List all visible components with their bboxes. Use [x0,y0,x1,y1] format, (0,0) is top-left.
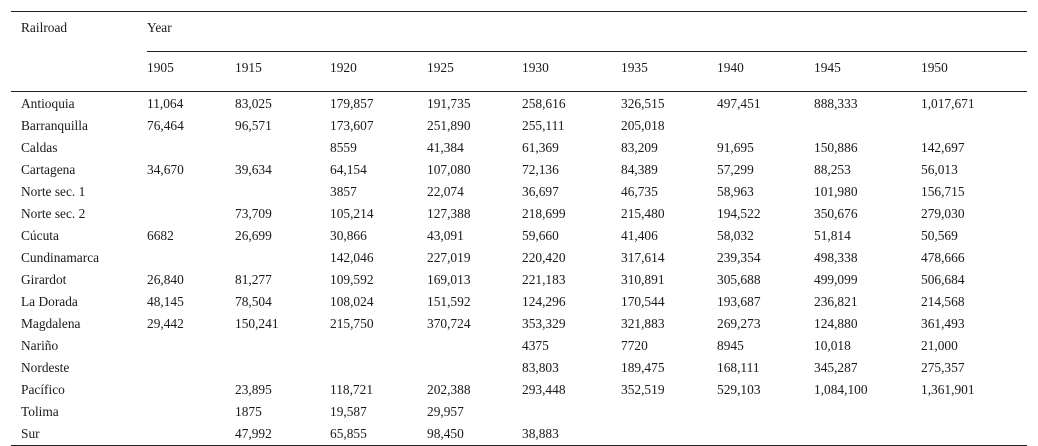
table-cell: 108,024 [330,294,374,309]
table-cell: 98,450 [427,423,522,446]
table-cell: 8945 [717,338,744,353]
table-cell: 310,891 [621,272,665,287]
table-cell: 150,241 [235,316,279,331]
table-cell: 321,883 [621,316,665,331]
table-row [11,137,1027,159]
year-column-header: 1945 [814,52,921,92]
table-row [11,269,1027,291]
table-cell: 11,064 [147,96,184,111]
table-cell: 6682 [147,228,174,243]
table-cell: 29,957 [427,404,464,419]
table-cell: 107,080 [427,162,471,177]
table-cell: 19,587 [330,404,367,419]
table-body [11,92,1027,446]
table-cell [235,247,330,269]
railroad-name: Nordeste [21,360,70,375]
railroad-table [11,11,1027,446]
table-cell: 142,697 [921,140,965,155]
table-cell: 127,388 [427,206,471,221]
table-cell: 269,273 [717,316,761,331]
year-header-label: Year [147,20,172,35]
year-column-header: 1920 [330,52,427,92]
table-cell: 48,145 [147,294,184,309]
table-row [11,291,1027,313]
table-row [11,357,1027,379]
table-cell: 81,277 [235,272,272,287]
table-cell [330,335,427,357]
table-cell: 38,883 [522,423,621,446]
railroad-name: Nariño [21,338,59,353]
table-cell: 361,493 [921,316,965,331]
table-cell: 65,855 [330,423,427,446]
railroad-name: Barranquilla [21,118,88,133]
year-column-header: 1915 [235,52,330,92]
table-cell: 57,299 [717,162,754,177]
year-column-header: 1935 [621,52,717,92]
table-cell: 124,296 [522,294,566,309]
table-cell: 101,980 [814,184,858,199]
table-cell: 214,568 [921,294,965,309]
table-cell: 10,018 [814,338,851,353]
railroad-name: Caldas [21,140,58,155]
year-column-header: 1925 [427,52,522,92]
table-cell: 21,000 [921,338,958,353]
table-cell: 215,480 [621,206,665,221]
table-cell: 43,091 [427,228,464,243]
table-cell: 888,333 [814,96,858,111]
table-cell: 215,750 [330,316,374,331]
table-cell: 345,287 [814,360,858,375]
table-cell [147,137,235,159]
table-cell [235,181,330,203]
table-cell: 109,592 [330,272,374,287]
table-cell: 61,369 [522,140,559,155]
railroad-name: Tolima [21,404,59,419]
table-cell: 50,569 [921,228,958,243]
table-cell: 84,389 [621,162,658,177]
table-cell: 220,420 [522,250,566,265]
table-row [11,313,1027,335]
table-cell [330,357,427,379]
table-cell: 118,721 [330,382,374,397]
table-cell: 39,634 [235,162,272,177]
railroad-name: Sur [11,423,147,446]
railroad-name: Norte sec. 2 [21,206,86,221]
table-cell: 51,814 [814,228,851,243]
empty-header-cell [11,52,147,92]
table-cell [717,115,814,137]
railroad-name: Girardot [21,272,67,287]
table-cell: 317,614 [621,250,665,265]
table-cell: 498,338 [814,250,858,265]
table-cell: 1875 [235,404,262,419]
table-cell: 191,735 [427,96,471,111]
table-cell: 30,866 [330,228,367,243]
table-cell: 88,253 [814,162,851,177]
table-cell: 1,361,901 [921,382,975,397]
table-cell: 239,354 [717,250,761,265]
table-cell: 83,025 [235,96,272,111]
table-row [11,181,1027,203]
table-cell [147,335,235,357]
table-cell: 41,406 [621,228,658,243]
table-cell: 156,715 [921,184,965,199]
table-cell [921,115,1027,137]
table-cell: 58,032 [717,228,754,243]
table-cell: 124,880 [814,316,858,331]
table-cell: 293,448 [522,382,566,397]
table-cell: 7720 [621,338,648,353]
table-cell: 34,670 [147,162,184,177]
table-cell [717,423,814,446]
table-cell: 227,019 [427,250,471,265]
table-cell: 76,464 [147,118,184,133]
table-cell: 529,103 [717,382,761,397]
table-cell: 59,660 [522,228,559,243]
table-row [11,401,1027,423]
table-cell [147,401,235,423]
railroad-name: Pacífico [21,382,65,397]
table-cell: 58,963 [717,184,754,199]
table-cell: 275,357 [921,360,965,375]
table-cell: 64,154 [330,162,367,177]
table-row [11,379,1027,401]
table-cell [147,357,235,379]
table-cell [147,379,235,401]
table-cell: 221,183 [522,272,566,287]
table-cell: 150,886 [814,140,858,155]
railroad-name: La Dorada [21,294,78,309]
table-cell: 194,522 [717,206,761,221]
table-cell: 41,384 [427,140,464,155]
year-column-header: 1905 [147,52,235,92]
table-row [11,159,1027,181]
table-cell: 218,699 [522,206,566,221]
table-cell [147,203,235,225]
table-cell: 91,695 [717,140,754,155]
table-cell [235,335,330,357]
table-cell: 1,017,671 [921,96,975,111]
table-cell [621,401,717,423]
table-cell [427,357,522,379]
table-cell: 36,697 [522,184,559,199]
table-cell [814,401,921,423]
table-cell: 105,214 [330,206,374,221]
table-cell: 179,857 [330,96,374,111]
table-cell: 4375 [522,338,549,353]
year-column-header: 1940 [717,52,814,92]
table-cell [921,401,1027,423]
table-cell [621,423,717,446]
table-cell: 46,735 [621,184,658,199]
table-cell: 205,018 [621,118,665,133]
table-cell: 173,607 [330,118,374,133]
table-cell [147,181,235,203]
table-cell: 353,329 [522,316,566,331]
table-cell: 142,046 [330,250,374,265]
table-row [11,335,1027,357]
table-row [11,115,1027,137]
table-cell: 255,111 [522,118,565,133]
table-cell: 56,013 [921,162,958,177]
table-cell: 251,890 [427,118,471,133]
year-row [11,52,1027,92]
railroad-name: Cúcuta [21,228,59,243]
table-cell: 26,840 [147,272,184,287]
table-cell: 3857 [330,184,357,199]
railroad-name: Cartagena [21,162,76,177]
table-cell [147,247,235,269]
table-cell: 26,699 [235,228,272,243]
year-column-header: 1950 [921,52,1027,92]
table-cell: 326,515 [621,96,665,111]
year-header [147,12,1027,52]
table-cell: 96,571 [235,118,272,133]
table-cell: 497,451 [717,96,761,111]
table-row [11,92,1027,116]
table-cell: 236,821 [814,294,858,309]
table-cell: 83,209 [621,140,658,155]
table-cell: 202,388 [427,382,471,397]
table-cell: 305,688 [717,272,761,287]
table-cell: 151,592 [427,294,471,309]
table-cell [717,401,814,423]
table-row [11,247,1027,269]
year-column-header: 1930 [522,52,621,92]
table-cell: 478,666 [921,250,965,265]
railroad-name: Cundinamarca [21,250,100,265]
table-cell: 78,504 [235,294,272,309]
table-cell [235,357,330,379]
table-cell: 352,519 [621,382,665,397]
railroad-name: Norte sec. 1 [21,184,86,199]
railroad-header: Railroad [11,12,147,52]
table-cell: 193,687 [717,294,761,309]
railroad-name: Magdalena [21,316,81,331]
table-cell: 258,616 [522,96,566,111]
table-cell: 499,099 [814,272,858,287]
table-cell: 506,684 [921,272,965,287]
table-row [11,203,1027,225]
table-cell: 72,136 [522,162,559,177]
table-row [11,225,1027,247]
table-cell: 23,895 [235,382,272,397]
table-cell: 370,724 [427,316,471,331]
table-cell: 29,442 [147,316,184,331]
table-cell: 1,084,100 [814,382,868,397]
table-cell: 83,803 [522,360,559,375]
table-cell [147,423,235,446]
table-cell [814,115,921,137]
table-cell [814,423,921,446]
table-cell: 168,111 [717,360,760,375]
table-cell: 169,013 [427,272,471,287]
table-cell: 22,074 [427,184,464,199]
table-cell: 279,030 [921,206,965,221]
railroad-name: Antioquia [21,96,75,111]
table-cell: 170,544 [621,294,665,309]
table-cell: 350,676 [814,206,858,221]
table-cell [235,137,330,159]
table-cell [921,423,1027,446]
table-cell: 189,475 [621,360,665,375]
table-cell: 47,992 [235,423,330,446]
table-cell: 8559 [330,140,357,155]
table-cell: 73,709 [235,206,272,221]
table-row [11,423,1027,446]
table-cell [522,401,621,423]
table-cell [427,335,522,357]
